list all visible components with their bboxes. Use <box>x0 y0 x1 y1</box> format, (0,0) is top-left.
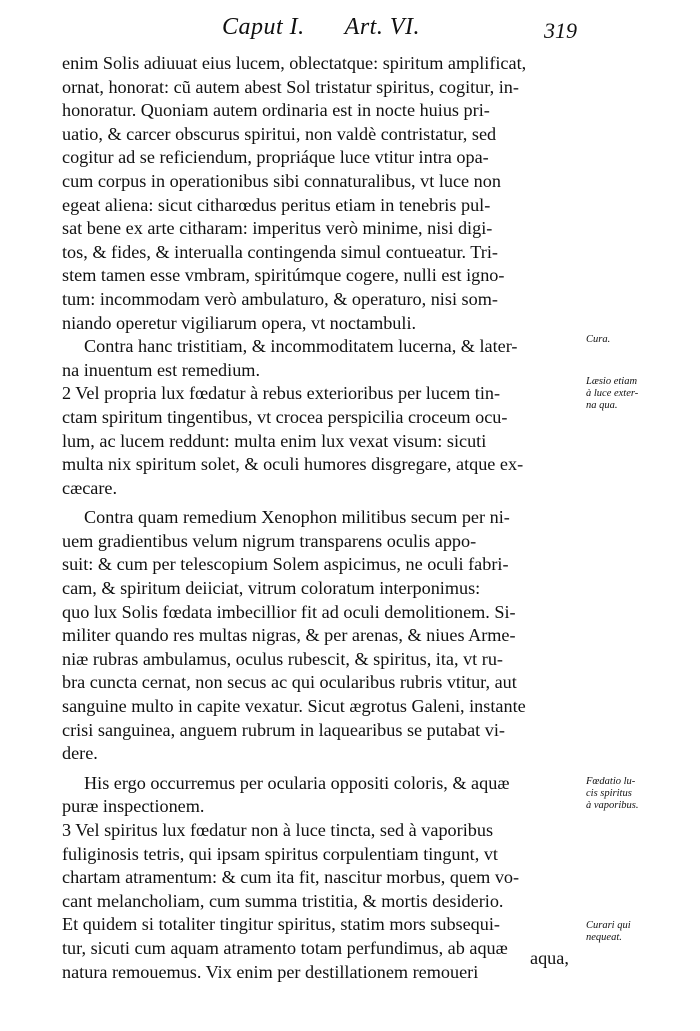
margin-note-text: Læsio etiam <box>586 376 638 387</box>
text-line: niando operetur vigiliarum opera, vt noctambuli. <box>62 312 417 333</box>
text-line: tur, sicuti cum aquam atramento totam perfundimus, ab aquæ <box>62 937 508 958</box>
text-line: fuliginosis tetris, qui ipsam spiritus corpulentiam tingunt, vt <box>62 843 498 864</box>
text-line: natura remouemus. Vix enim per destillationem remoueri <box>62 961 479 982</box>
text-line: sanguine multo in capite vexatur. Sicut ægrotus Galeni, instante <box>62 696 526 717</box>
text-line: quo lux Solis fœdata imbecillior fit ad oculi demolitionem. Si- <box>62 601 516 622</box>
margin-note-text: nequeat. <box>586 932 622 943</box>
text-line: honoratur. Quoniam autem ordinaria est in nocte huius pri- <box>62 100 490 121</box>
body-text <box>62 52 582 984</box>
text-line: tum: incommodam verò ambulaturo, & operaturo, nisi som- <box>62 288 498 309</box>
text-line: lum, ac lucem reddunt: multa enim lux vexat visum: sicuti <box>62 430 487 451</box>
text-line: Et quidem si totaliter tingitur spiritus, statim mors subsequi- <box>62 914 500 935</box>
text-line: suit: & cum per telescopium Solem aspicimus, ne oculi fabri- <box>62 554 509 575</box>
paragraph-start-line: Contra hanc tristitiam, & incommoditatem lucerna, & later- <box>84 336 518 357</box>
text-line: bra cuncta cernat, non secus ac qui ocularibus rubris vtitur, aut <box>62 672 517 693</box>
margin-note-text: Curari qui <box>586 920 631 931</box>
text-line: enim Solis adiuuat eius lucem, oblectatque: spiritum amplificat, <box>62 53 527 73</box>
text-line: cogitur ad se reficiendum, propriáque luce vtitur intra opa- <box>62 147 489 168</box>
margin-note-text: à vaporibus. <box>586 800 639 811</box>
text-line: cum corpus in operationibus sibi connaturalibus, vt luce non <box>62 170 501 191</box>
margin-note-text: cis spiritus <box>586 788 632 799</box>
text-line: tos, & fides, & interualla contingenda simul contueatur. Tri- <box>62 241 498 262</box>
margin-note-text: à luce exter- <box>586 388 639 399</box>
text-line: crisi sanguinea, anguem rubrum in laquearibus se putabat vi- <box>62 719 505 740</box>
page-number: 319 <box>544 18 577 43</box>
text-line: ctam spiritum tingentibus, vt crocea perspicilia croceum ocu- <box>62 406 508 427</box>
text-line: cæcare. <box>62 477 118 498</box>
margin-note-curari <box>586 920 666 944</box>
paragraph-start-line: His ergo occurremus per ocularia oppositi coloris, & aquæ <box>84 772 510 793</box>
margin-note-laesio <box>586 376 666 412</box>
text-line: chartam atramentum: & cum ita fit, nascitur morbus, quem vo- <box>62 867 520 888</box>
catchword: aqua, <box>530 948 569 968</box>
running-title <box>222 14 420 41</box>
text-line: puræ inspectionem. <box>62 796 205 817</box>
numbered-paragraph-line: 3 Vel spiritus lux fœdatur non à luce tincta, sed à vaporibus <box>62 820 494 840</box>
text-line: cant melancholiam, cum summa tristitia, & mortis desiderio. <box>62 890 504 911</box>
text-line: dere. <box>62 743 98 764</box>
art-label: Art. VI. <box>344 14 420 40</box>
text-line: egeat aliena: sicut citharœdus peritus etiam in tenebris pul- <box>62 194 491 215</box>
margin-note-cura <box>586 334 666 346</box>
margin-note-text: Cura. <box>586 334 611 345</box>
text-line: stem tamen esse vmbram, spiritúmque cogere, nulli est igno- <box>62 265 505 286</box>
text-line: multa nix spiritum solet, & oculi humores disgregare, atque ex- <box>62 454 524 475</box>
caput-label: Caput I. <box>222 14 305 40</box>
text-line: niæ rubras ambulamus, oculus rubescit, & spiritus, ita, vt ru- <box>62 648 503 669</box>
paragraph-start-line: Contra quam remedium Xenophon militibus secum per ni- <box>84 507 510 528</box>
text-line: uatio, & carcer obscurus spiritui, non valdè contristatur, sed <box>62 123 497 144</box>
margin-note-text: Fœdatio lu- <box>586 776 636 787</box>
text-line: uem gradientibus velum nigrum transparens oculis appo- <box>62 530 477 551</box>
numbered-paragraph-line: 2 Vel propria lux fœdatur à rebus exterioribus per lucem tin- <box>62 383 501 404</box>
text-line: na inuentum est remedium. <box>62 359 260 380</box>
text-line: ornat, honorat: cũ autem abest Sol tristatur spiritus, cogitur, in- <box>62 76 519 97</box>
running-header <box>0 14 700 46</box>
margin-note-foedatio <box>586 776 666 812</box>
text-line: sat bene ex arte citharam: imperitus verò minime, nisi digi- <box>62 218 493 239</box>
text-line: cam, & spiritum deiiciat, vitrum coloratum interponimus: <box>62 578 481 599</box>
text-line: militer quando res multas nigras, & per arenas, & niues Arme- <box>62 625 516 646</box>
margin-note-text: na qua. <box>586 400 618 411</box>
